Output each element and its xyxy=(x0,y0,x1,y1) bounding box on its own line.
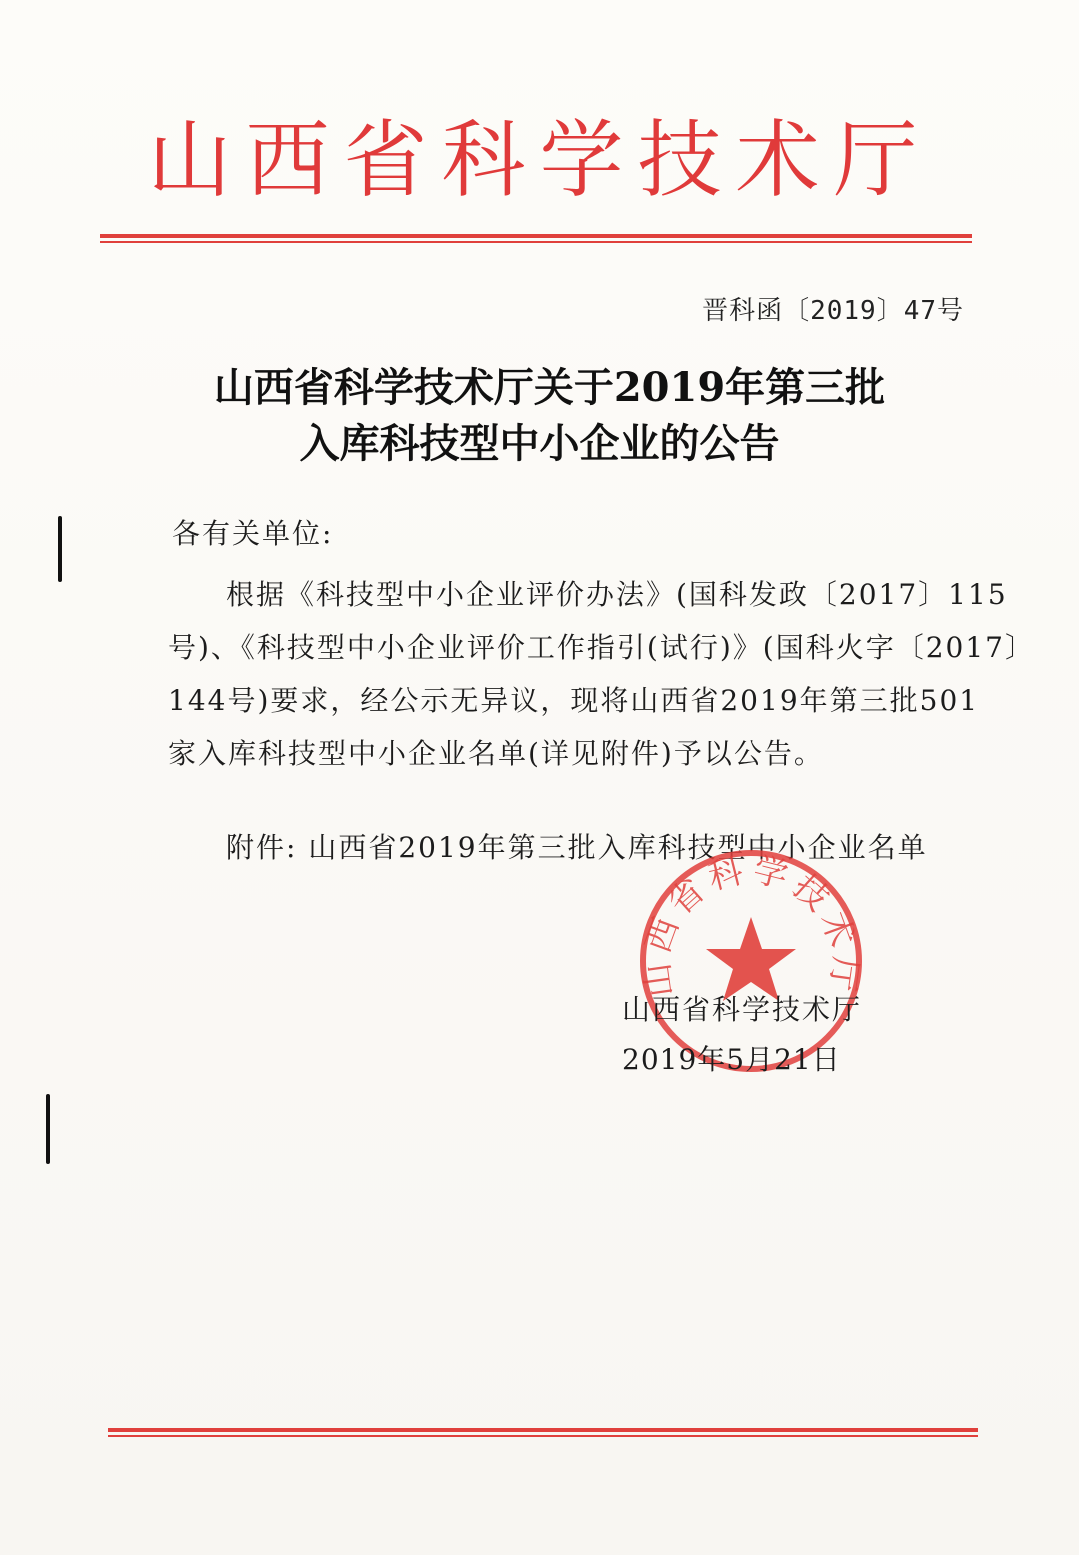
body-line-2: 号)、《科技型中小企业评价工作指引(试行)》(国科火字〔2017〕 xyxy=(168,631,1035,664)
body-line-3: 144号)要求，经公示无异议，现将山西省2019年第三批501 xyxy=(168,684,980,717)
binding-mark xyxy=(46,1094,50,1164)
letterhead-red-rule xyxy=(100,234,972,244)
title-line-2: 入库科技型中小企业的公告 xyxy=(299,420,780,467)
title-line-1: 山西省科学技术厅关于2019年第三批 xyxy=(213,364,886,411)
attachment-note: 附件: 山西省2019年第三批入库科技型中小企业名单 xyxy=(226,831,928,864)
footer-rule-thick xyxy=(108,1428,978,1432)
binding-mark xyxy=(58,516,62,582)
body-line-1: 根据《科技型中小企业评价办法》(国科发政〔2017〕115 xyxy=(226,578,1008,611)
signature-date: 2019年5月21日 xyxy=(622,1043,841,1076)
body-paragraph xyxy=(168,568,1035,780)
letterhead-title: 山西省科学技术厅 xyxy=(147,111,932,209)
salutation: 各有关单位: xyxy=(172,517,334,550)
signature-organization: 山西省科学技术厅 xyxy=(622,993,863,1026)
footer-red-rule xyxy=(108,1428,978,1438)
red-rule-thick xyxy=(100,234,972,238)
red-rule-thin xyxy=(100,241,972,243)
document-title xyxy=(0,360,1079,472)
body-line-4: 家入库科技型中小企业名单(详见附件)予以公告。 xyxy=(168,737,824,770)
seal-arc-text: 山西省科学技术厅 xyxy=(636,849,866,1000)
document-number: 晋科函〔2019〕47号 xyxy=(702,296,964,326)
footer-rule-thin xyxy=(108,1435,978,1437)
